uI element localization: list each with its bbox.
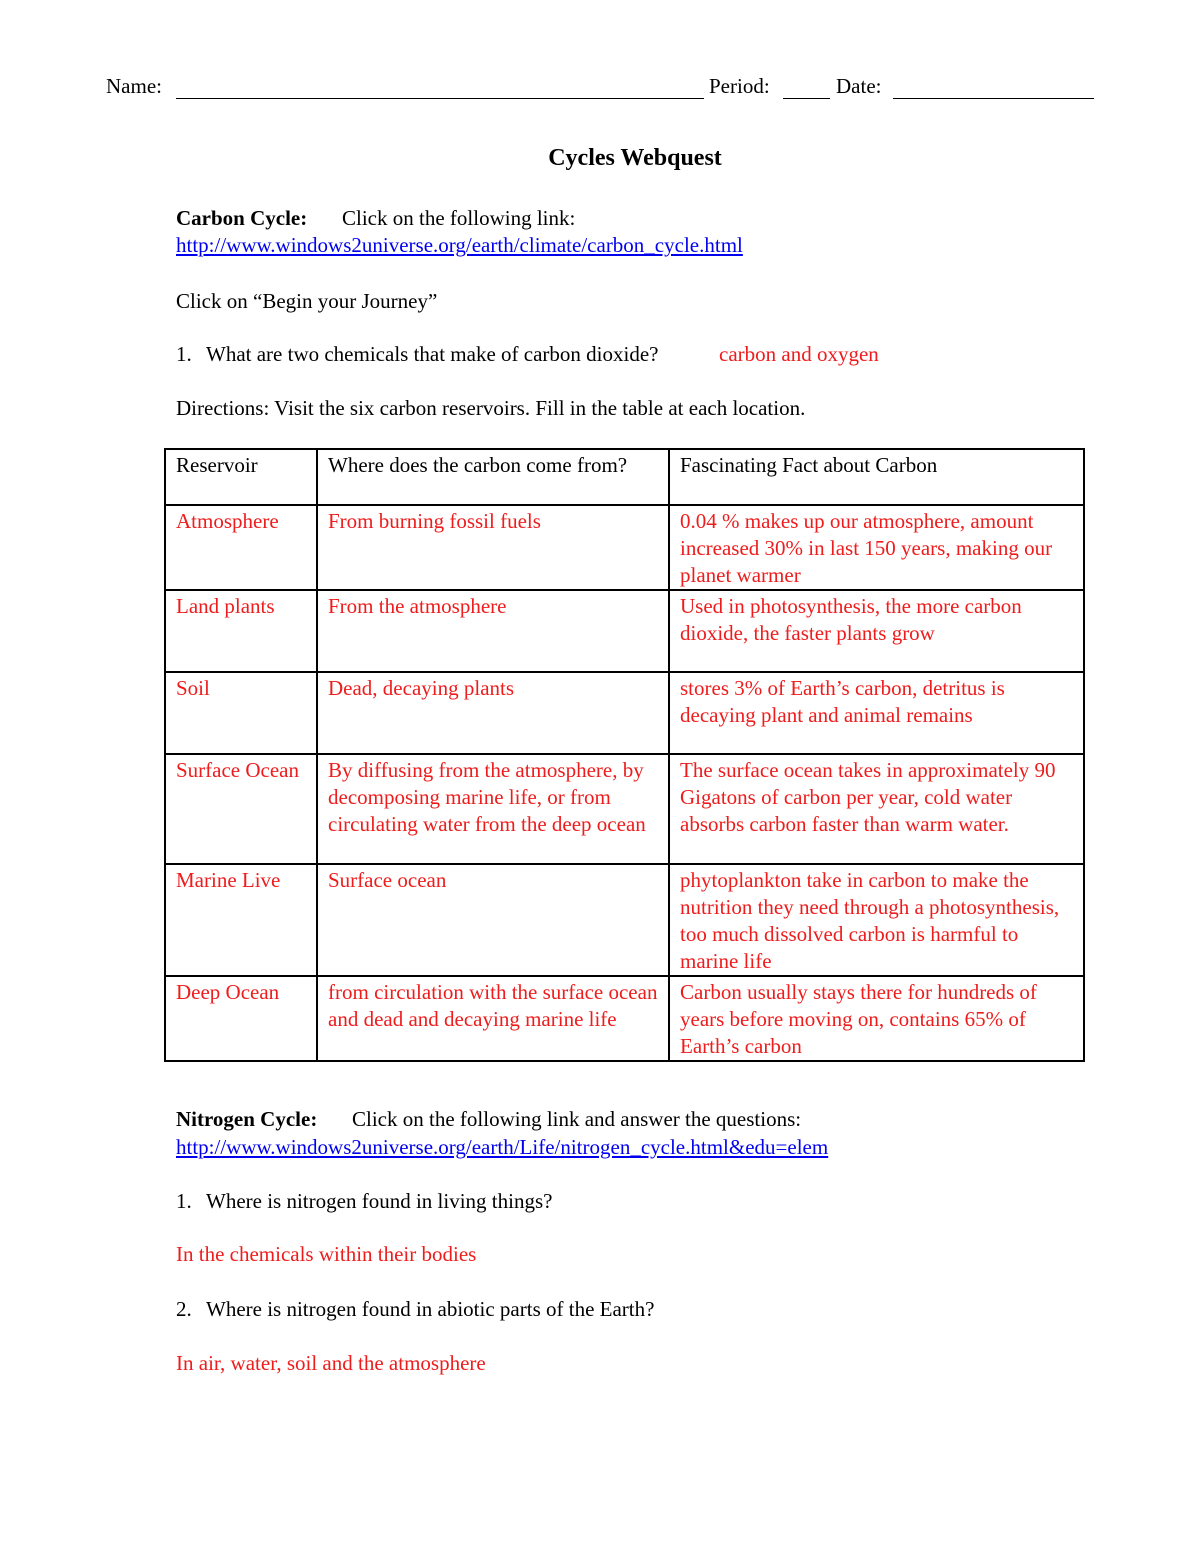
name-label: Name:: [106, 74, 162, 98]
reservoir-cell: Atmosphere: [165, 505, 317, 590]
fact-cell: Used in photosynthesis, the more carbon dioxide, the faster plants grow: [669, 590, 1084, 672]
fact-cell: The surface ocean takes in approximately 90 Gigatons of carbon per year, cold water absorbs carbon faster than warm water.: [669, 754, 1084, 864]
period-blank[interactable]: [783, 98, 830, 99]
name-blank[interactable]: [176, 98, 704, 99]
date-blank[interactable]: [893, 98, 1094, 99]
fact-cell: phytoplankton take in carbon to make the nutrition they need through a photosynthesis, too much dissolved carbon is harmful to marine life: [669, 864, 1084, 976]
begin-journey-instruction: Click on “Begin your Journey”: [176, 289, 438, 313]
carbon-link[interactable]: http://www.windows2universe.org/earth/climate/carbon_cycle.html: [176, 233, 743, 257]
fact-cell: 0.04 % makes up our atmosphere, amount increased 30% in last 150 years, making our planet warmer: [669, 505, 1084, 590]
source-cell: By diffusing from the atmosphere, by decomposing marine life, or from circulating water from the deep ocean: [317, 754, 669, 864]
nitrogen-q1-answer: In the chemicals within their bodies: [176, 1242, 477, 1266]
reservoir-cell: Soil: [165, 672, 317, 754]
carbon-q1-number: 1.: [176, 342, 192, 366]
nitrogen-q2-number: 2.: [176, 1297, 192, 1321]
source-cell: Surface ocean: [317, 864, 669, 976]
table-row: [165, 590, 1084, 672]
source-cell: From the atmosphere: [317, 590, 669, 672]
period-label: Period:: [709, 74, 770, 98]
reservoir-cell: Land plants: [165, 590, 317, 672]
page-title: Cycles Webquest: [548, 145, 722, 171]
carbon-q1-text: What are two chemicals that make of carbon dioxide?: [206, 342, 659, 366]
table-row: [165, 864, 1084, 976]
nitrogen-heading: Nitrogen Cycle:: [176, 1107, 318, 1131]
table-row: [165, 754, 1084, 864]
carbon-reservoir-table: [164, 448, 1085, 1062]
header-source: Where does the carbon come from?: [317, 449, 669, 505]
header-reservoir: Reservoir: [165, 449, 317, 505]
carbon-heading: Carbon Cycle:: [176, 206, 308, 230]
carbon-directions: Directions: Visit the six carbon reservoirs. Fill in the table at each location.: [176, 396, 806, 420]
nitrogen-instruction: Click on the following link and answer the questions:: [352, 1107, 802, 1131]
source-cell: From burning fossil fuels: [317, 505, 669, 590]
table-row: [165, 976, 1084, 1061]
fact-cell: stores 3% of Earth’s carbon, detritus is decaying plant and animal remains: [669, 672, 1084, 754]
source-cell: Dead, decaying plants: [317, 672, 669, 754]
date-label: Date:: [836, 74, 882, 98]
nitrogen-link[interactable]: http://www.windows2universe.org/earth/Life/nitrogen_cycle.html&edu=elem: [176, 1135, 829, 1159]
table-row: [165, 672, 1084, 754]
table-header-row: [165, 449, 1084, 505]
carbon-q1-answer: carbon and oxygen: [719, 342, 879, 366]
carbon-instruction: Click on the following link:: [342, 206, 576, 230]
table-row: [165, 505, 1084, 590]
source-cell: from circulation with the surface ocean and dead and decaying marine life: [317, 976, 669, 1061]
reservoir-cell: Marine Live: [165, 864, 317, 976]
nitrogen-q2-text: Where is nitrogen found in abiotic parts of the Earth?: [206, 1297, 655, 1321]
nitrogen-q1-text: Where is nitrogen found in living things?: [206, 1189, 553, 1213]
reservoir-cell: Deep Ocean: [165, 976, 317, 1061]
nitrogen-q1-number: 1.: [176, 1189, 192, 1213]
fact-cell: Carbon usually stays there for hundreds of years before moving on, contains 65% of Earth’s carbon: [669, 976, 1084, 1061]
reservoir-cell: Surface Ocean: [165, 754, 317, 864]
nitrogen-q2-answer: In air, water, soil and the atmosphere: [176, 1351, 486, 1375]
header-fact: Fascinating Fact about Carbon: [669, 449, 1084, 505]
